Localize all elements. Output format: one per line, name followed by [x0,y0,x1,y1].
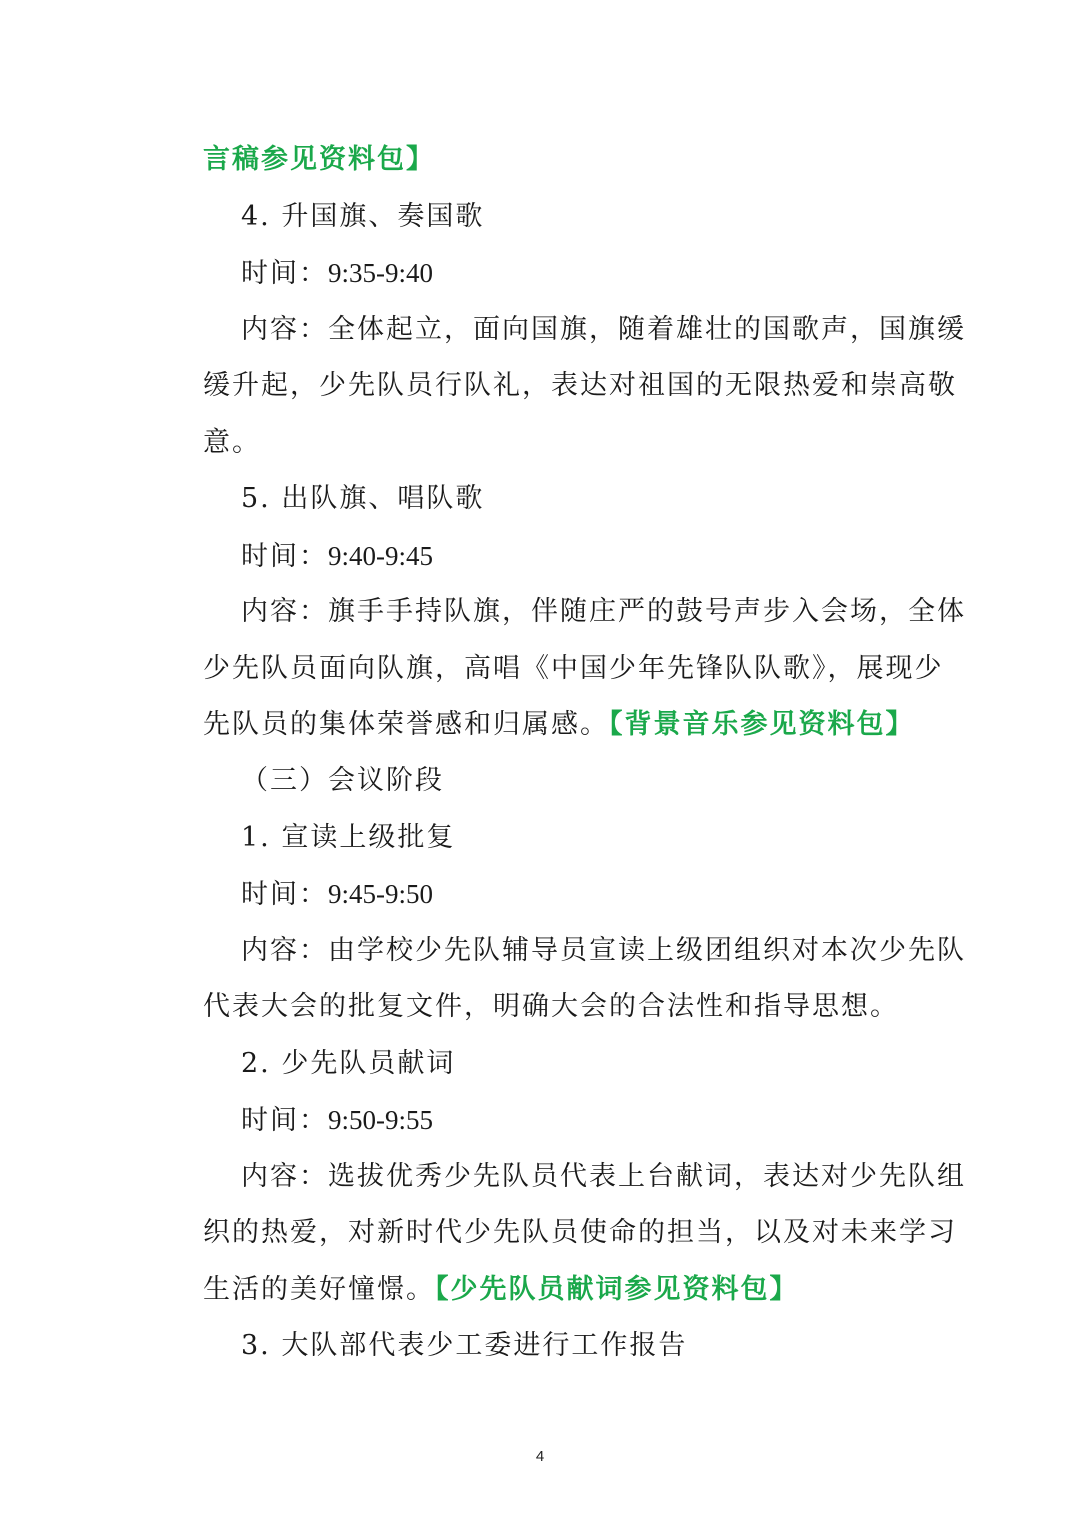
time-value: 9:45-9:50 [328,879,433,909]
item-2-time [241,1100,961,1141]
speech-reference: 【少先队员献词参见资料包】 [435,1274,799,1305]
item-3-heading: 3. 大队部代表少工委进行工作报告 [241,1330,688,1361]
item-2-content-line-3 [203,1270,923,1310]
section-3-heading: （三）会议阶段 [241,765,444,796]
item-5-heading: 5. 出队旗、唱队歌 [241,483,485,514]
item-5-time [241,536,961,577]
item-4-time [241,253,961,294]
time-label: 时间： [241,541,328,572]
time-label: 时间： [241,258,328,289]
content-text: 生活的美好憧憬。 [203,1274,435,1305]
item-1-heading: 1. 宣读上级批复 [241,822,456,853]
item-2-heading: 2. 少先队员献词 [241,1048,456,1079]
item-4-content-line-2: 缓升起，少先队员行队礼，表达对祖国的无限热爱和崇高敬 [203,370,957,401]
item-5-content-line-2: 少先队员面向队旗，高唱《中国少年先锋队队歌》，展现少 [203,653,944,684]
continued-note-green: 言稿参见资料包】 [203,144,435,175]
time-value: 9:50-9:55 [328,1105,433,1135]
item-4-content-line-1: 内容：全体起立，面向国旗，随着雄壮的国歌声，国旗缓 [241,314,966,345]
item-2-content-line-2: 织的热爱，对新时代少先队员使命的担当，以及对未来学习 [203,1217,957,1248]
content-text: 先队员的集体荣誉感和归属感。 [203,709,609,740]
item-5-content-line-1: 内容：旗手手持队旗，伴随庄严的鼓号声步入会场，全体 [241,596,966,627]
time-value: 9:40-9:45 [328,541,433,571]
page-number: 4 [535,1448,545,1465]
time-value: 9:35-9:40 [328,258,433,288]
background-music-reference: 【背景音乐参见资料包】 [609,709,915,740]
item-1-content-line-1: 内容：由学校少先队辅导员宣读上级团组织对本次少先队 [241,935,966,966]
time-label: 时间： [241,1105,328,1136]
item-1-content-line-2: 代表大会的批复文件，明确大会的合法性和指导思想。 [203,991,899,1022]
item-4-content-line-3: 意。 [203,427,261,458]
item-4-heading: 4. 升国旗、奏国歌 [241,201,485,232]
item-5-content-line-3 [203,705,923,745]
time-label: 时间： [241,879,328,910]
item-2-content-line-1: 内容：选拔优秀少先队员代表上台献词，表达对少先队组 [241,1161,966,1192]
item-1-time [241,874,961,915]
